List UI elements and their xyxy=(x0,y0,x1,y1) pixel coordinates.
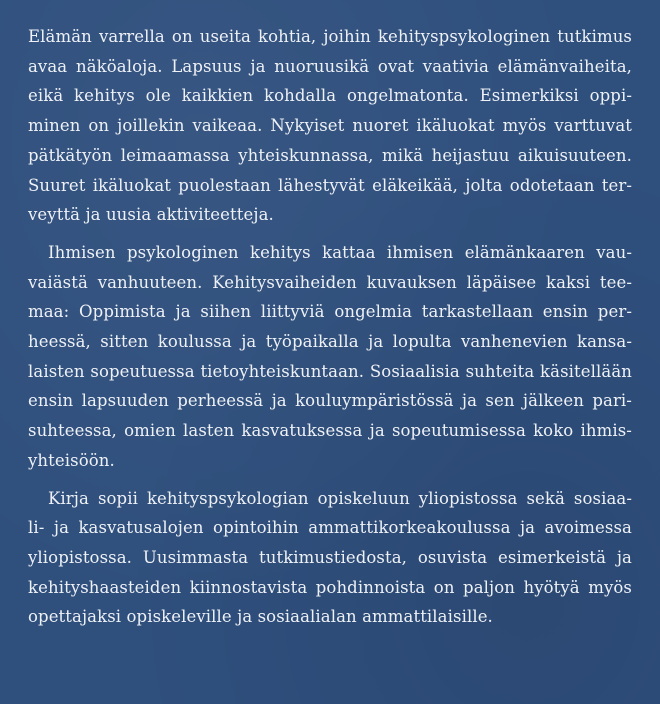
text-line: Ihmisen psykologinen kehitys kattaa ihmisen elämänkaaren vau- xyxy=(48,242,632,262)
paragraph-3 xyxy=(28,484,632,633)
text-line: maa: Oppimista ja siihen liittyviä ongelmia tarkastellaan ensin per- xyxy=(28,302,632,322)
text-line: avaa näköaloja. Lapsuus ja nuoruusikä ovat vaativia elämänvaiheita, xyxy=(28,56,632,76)
text-line: opettajaksi opiskeleville ja sosiaalialan ammattilaisille. xyxy=(28,607,493,627)
text-line: suhteessa, omien lasten kasvatuksessa ja sopeutumisessa koko ihmis- xyxy=(28,421,632,441)
text-line: Elämän varrella on useita kohtia, joihin kehityspsykologinen tutkimus xyxy=(28,27,632,46)
text-line: vaiästä vanhuuteen. Kehitysvaiheiden kuvauksen läpäisee kaksi tee- xyxy=(28,272,632,292)
text-line: ensin lapsuuden perheessä ja kouluympäristössä ja sen jälkeen pari- xyxy=(28,391,632,411)
text-line: yliopistossa. Uusimmasta tutkimustiedosta, osuvista esimerkeistä ja xyxy=(28,547,632,567)
text-line: laisten sopeutuessa tietoyhteiskuntaan. Sosiaalisia suhteita käsitellään xyxy=(28,361,632,381)
text-line: kehityshaasteiden kiinnostavista pohdinnoista on paljon hyötyä myös xyxy=(28,577,632,597)
text-line: veyttä ja uusia aktiviteetteja. xyxy=(28,205,274,225)
text-line: heessä, sitten koulussa ja työpaikalla ja lopulta vanhenevien kansa- xyxy=(28,332,632,352)
text-line: Suuret ikäluokat puolestaan lähestyvät eläkeikää, jolta odotetaan ter- xyxy=(28,175,632,195)
text-line: Kirja sopii kehityspsykologian opiskeluun yliopistossa sekä sosiaa- xyxy=(48,488,632,508)
text-line: eikä kehitys ole kaikkien kohdalla ongelmatonta. Esimerkiksi oppi- xyxy=(28,86,632,106)
paragraph-2 xyxy=(28,238,632,476)
text-line: yhteisöön. xyxy=(28,450,115,470)
paragraph-1 xyxy=(28,22,632,230)
text-line: minen on joillekin vaikeaa. Nykyiset nuoret ikäluokat myös varttuvat xyxy=(28,116,632,136)
text-line: li- ja kasvatusalojen opintoihin ammattikorkeakoulussa ja avoimessa xyxy=(28,518,632,538)
text-line: pätkätyön leimaamassa yhteiskunnassa, mikä heijastuu aikuisuuteen. xyxy=(28,145,632,165)
